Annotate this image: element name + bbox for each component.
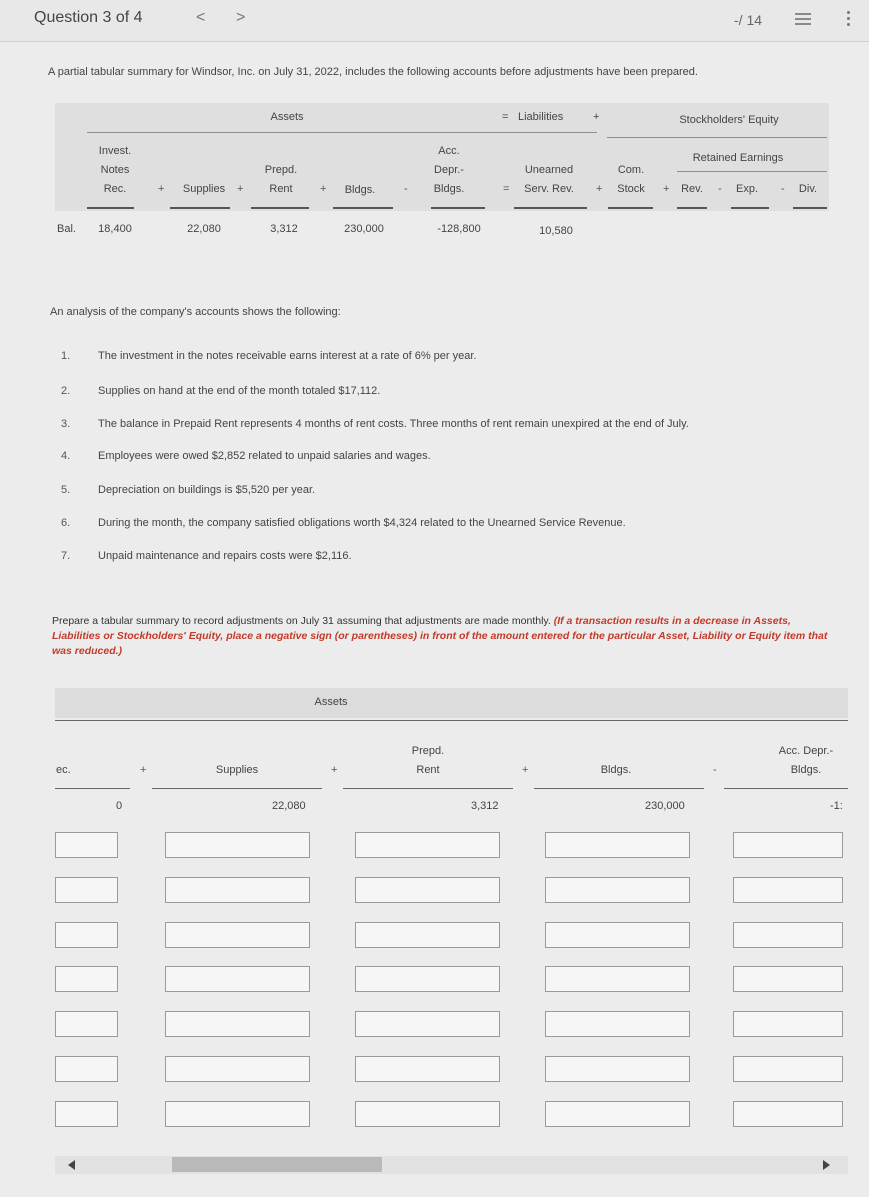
equals-operator: = — [503, 183, 510, 195]
entry-input-acc-6[interactable] — [733, 1056, 843, 1082]
scroll-left-icon[interactable] — [68, 1160, 75, 1170]
entry-column-rule — [152, 788, 322, 789]
col-com-stock-label: Com. — [617, 164, 645, 176]
entry-input-prepd-2[interactable] — [355, 877, 500, 903]
instructions-main: Prepare a tabular summary to record adjustments on July 31 assuming that adjustments are made monthly. — [52, 615, 551, 627]
entry-input-acc-2[interactable] — [733, 877, 843, 903]
column-rule — [793, 207, 827, 209]
horizontal-scrollbar[interactable] — [55, 1156, 848, 1174]
instructions — [52, 614, 842, 659]
entry-input-invest-5[interactable] — [55, 1011, 118, 1037]
assets-underline — [87, 132, 514, 133]
column-rule — [608, 207, 653, 209]
analysis-item: Unpaid maintenance and repairs costs were $2,116. — [98, 550, 352, 562]
analysis-item: The investment in the notes receivable earns interest at a rate of 6% per year. — [98, 350, 477, 362]
entry-balance-invest: 0 — [116, 800, 123, 812]
plus-operator: + — [237, 183, 244, 195]
balance-label: Bal. — [57, 223, 76, 235]
col-com-stock-label: Stock — [617, 183, 645, 195]
entry-input-bldgs-2[interactable] — [545, 877, 690, 903]
col-supplies-label: Supplies — [182, 183, 226, 195]
plus-operator: + — [593, 111, 600, 123]
entry-input-acc-1[interactable] — [733, 832, 843, 858]
entry-input-invest-1[interactable] — [55, 832, 118, 858]
col-invest-label: Rec. — [103, 183, 127, 195]
entry-input-supplies-7[interactable] — [165, 1101, 310, 1127]
entry-table-header — [55, 688, 848, 718]
plus-operator: + — [140, 764, 147, 776]
analysis-title: An analysis of the company's accounts shows the following: — [50, 306, 341, 318]
entry-col-invest-label: ec. — [56, 764, 71, 776]
entry-input-prepd-6[interactable] — [355, 1056, 500, 1082]
entry-input-invest-2[interactable] — [55, 877, 118, 903]
item-number: 2. — [61, 385, 71, 397]
question-list-icon[interactable] — [795, 11, 811, 27]
column-rule — [731, 207, 769, 209]
analysis-item: The balance in Prepaid Rent represents 4 months of rent costs. Three months of rent remain unexpired at the end of July. — [98, 418, 689, 430]
entry-input-bldgs-1[interactable] — [545, 832, 690, 858]
entry-column-rule — [534, 788, 704, 789]
item-number: 4. — [61, 450, 71, 462]
entry-input-invest-3[interactable] — [55, 922, 118, 948]
analysis-item: During the month, the company satisfied obligations worth $4,324 related to the Unearned Service Revenue. — [98, 517, 626, 529]
entry-input-supplies-1[interactable] — [165, 832, 310, 858]
col-bldgs-label: Bldgs. — [344, 184, 376, 196]
minus-operator: - — [781, 183, 785, 195]
equals-operator: = — [502, 111, 509, 123]
entry-input-supplies-3[interactable] — [165, 922, 310, 948]
equity-group-header: Stockholders' Equity — [679, 114, 779, 126]
scroll-right-icon[interactable] — [823, 1160, 830, 1170]
equity-underline — [607, 137, 827, 138]
minus-operator: - — [404, 183, 408, 195]
entry-col-bldgs-label: Bldgs. — [600, 764, 632, 776]
col-acc-label: Acc. — [438, 145, 460, 157]
analysis-item: Employees were owed $2,852 related to unpaid salaries and wages. — [98, 450, 431, 462]
entry-assets-header: Assets — [314, 696, 348, 708]
entry-balance-acc: -1: — [830, 800, 843, 812]
entry-balance-supplies: 22,080 — [272, 800, 306, 812]
instructions-warning: (If a transaction results in a decrease in Assets, Liabilities or Stockholders' Equity, place a negative sign (or parentheses) in front of the amount entered for the particular Asset, Liability or Equity item that was reduced.) — [52, 615, 828, 657]
entry-input-invest-7[interactable] — [55, 1101, 118, 1127]
col-invest-label: Invest. — [98, 145, 132, 157]
col-unearned-label: Serv. Rev. — [524, 183, 574, 195]
plus-operator: + — [596, 183, 603, 195]
entry-column-rule — [724, 788, 848, 789]
balance-supplies: 22,080 — [187, 223, 221, 235]
column-rule — [431, 207, 485, 209]
question-title: Question 3 of 4 — [34, 9, 143, 26]
entry-input-prepd-4[interactable] — [355, 966, 500, 992]
previous-question-button[interactable]: < — [196, 9, 206, 26]
entry-col-acc-label: Acc. Depr.- — [778, 745, 834, 757]
col-prepd-label: Prepd. — [264, 164, 298, 176]
entry-col-prepd-label: Rent — [416, 764, 440, 776]
analysis-item: Depreciation on buildings is $5,520 per year. — [98, 484, 316, 496]
more-options-icon[interactable] — [846, 10, 852, 28]
plus-operator: + — [158, 183, 165, 195]
liabilities-group-header: Liabilities — [518, 111, 564, 123]
col-div-label: Div. — [798, 183, 818, 195]
col-acc-label: Depr.- — [434, 164, 464, 176]
entry-column-rule — [55, 788, 130, 789]
entry-input-prepd-7[interactable] — [355, 1101, 500, 1127]
scrollbar-thumb[interactable] — [172, 1157, 382, 1172]
balance-acc-depr: -128,800 — [437, 223, 481, 235]
entry-input-invest-6[interactable] — [55, 1056, 118, 1082]
entry-input-bldgs-4[interactable] — [545, 966, 690, 992]
entry-input-supplies-5[interactable] — [165, 1011, 310, 1037]
problem-intro: A partial tabular summary for Windsor, Inc. on July 31, 2022, includes the following accounts before adjustments have been prepared. — [48, 66, 698, 78]
entry-input-invest-4[interactable] — [55, 966, 118, 992]
col-rev-label: Rev. — [681, 183, 703, 195]
balance-prepd-rent: 3,312 — [270, 223, 298, 235]
entry-header-rule — [55, 720, 848, 721]
entry-input-prepd-1[interactable] — [355, 832, 500, 858]
entry-col-prepd-label: Prepd. — [411, 745, 445, 757]
analysis-item: Supplies on hand at the end of the month totaled $17,112. — [98, 385, 381, 397]
balance-invest: 18,400 — [98, 223, 132, 235]
balance-unearned: 10,580 — [539, 225, 573, 237]
col-acc-label: Bldgs. — [433, 183, 465, 195]
entry-balance-prepd: 3,312 — [471, 800, 499, 812]
plus-operator: + — [331, 764, 338, 776]
column-rule — [251, 207, 309, 209]
entry-column-rule — [343, 788, 513, 789]
item-number: 5. — [61, 484, 71, 496]
entry-input-bldgs-3[interactable] — [545, 922, 690, 948]
plus-operator: + — [663, 183, 670, 195]
item-number: 3. — [61, 418, 71, 430]
entry-input-supplies-4[interactable] — [165, 966, 310, 992]
column-rule — [677, 207, 707, 209]
entry-balance-bldgs: 230,000 — [645, 800, 685, 812]
entry-input-acc-7[interactable] — [733, 1101, 843, 1127]
retained-earnings-header: Retained Earnings — [692, 152, 784, 164]
item-number: 1. — [61, 350, 71, 362]
entry-input-supplies-6[interactable] — [165, 1056, 310, 1082]
plus-operator: + — [522, 764, 529, 776]
summary-table — [55, 103, 829, 211]
entry-input-bldgs-6[interactable] — [545, 1056, 690, 1082]
balance-bldgs: 230,000 — [344, 223, 384, 235]
next-question-button[interactable]: > — [236, 9, 246, 26]
col-exp-label: Exp. — [735, 183, 759, 195]
col-invest-label: Notes — [100, 164, 130, 176]
col-unearned-label: Unearned — [524, 164, 574, 176]
entry-input-acc-3[interactable] — [733, 922, 843, 948]
column-rule — [514, 207, 587, 209]
entry-input-acc-5[interactable] — [733, 1011, 843, 1037]
entry-input-supplies-2[interactable] — [165, 877, 310, 903]
col-prepd-label: Rent — [269, 183, 293, 195]
score-display: -/ 14 — [734, 12, 763, 28]
entry-input-prepd-5[interactable] — [355, 1011, 500, 1037]
entry-input-bldgs-5[interactable] — [545, 1011, 690, 1037]
entry-input-bldgs-7[interactable] — [545, 1101, 690, 1127]
top-bar — [0, 0, 869, 42]
entry-col-acc-label: Bldgs. — [790, 764, 822, 776]
assets-group-header: Assets — [270, 111, 304, 123]
column-rule — [333, 207, 393, 209]
retained-underline — [677, 171, 827, 172]
entry-col-supplies-label: Supplies — [215, 764, 259, 776]
minus-operator: - — [718, 183, 722, 195]
column-rule — [170, 207, 230, 209]
item-number: 7. — [61, 550, 71, 562]
entry-input-acc-4[interactable] — [733, 966, 843, 992]
column-rule — [87, 207, 134, 209]
item-number: 6. — [61, 517, 71, 529]
entry-input-prepd-3[interactable] — [355, 922, 500, 948]
plus-operator: + — [320, 183, 327, 195]
minus-operator: - — [713, 764, 717, 776]
liabilities-underline — [513, 132, 597, 133]
